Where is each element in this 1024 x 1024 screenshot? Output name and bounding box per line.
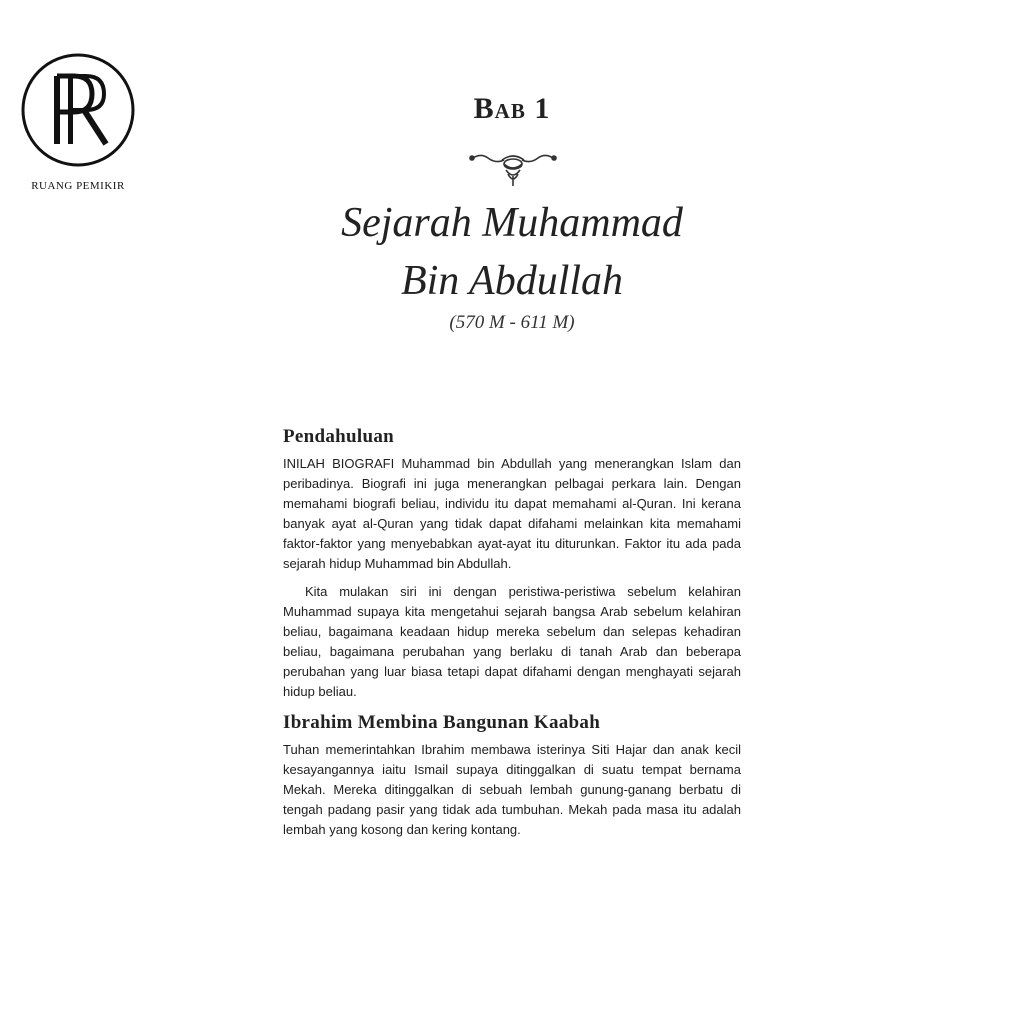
flourish-ornament-icon	[466, 150, 560, 188]
chapter-title	[0, 194, 1024, 310]
section-heading-kaabah: Ibrahim Membina Bangunan Kaabah	[283, 712, 601, 733]
chapter-label: Bab 1	[473, 92, 551, 125]
section-heading-pendahuluan: Pendahuluan	[283, 426, 395, 447]
logo-caption: RUANG PEMIKIR	[31, 180, 125, 192]
title-line-2: Bin Abdullah	[400, 258, 624, 304]
paragraph: Tuhan memerintahkan Ibrahim membawa isterinya Siti Hajar dan anak kecil kesayangannya iaitu Ismail supaya ditinggalkan di suatu tempat bernama Mekah. Mereka ditinggalkan di sebuah lembah gunung-ganang berbatu di tengah padang pasir yang tidak ada tumbuhan. Mekah pada masa itu adalah lembah yang kosong dan kering kontang.	[283, 742, 741, 837]
date-range: (570 M - 611 M)	[449, 312, 575, 333]
body-content	[283, 426, 741, 840]
paragraph: INILAH BIOGRAFI Muhammad bin Abdullah yang menerangkan Islam dan peribadinya. Biografi ini juga menerangkan pelbagai perkara lain. Dengan memahami biografi beliau, individu itu dapat memahami al-Quran. Ini kerana banyak ayat al-Quran yang tidak dapat difahami melainkan kita memahami faktor-faktor yang menyebabkan ayat-ayat itu diturunkan. Faktor itu ada pada sejarah hidup Muhammad bin Abdullah.	[283, 456, 741, 571]
title-line-1: Sejarah Muhammad	[341, 200, 683, 246]
paragraph: Kita mulakan siri ini dengan peristiwa-peristiwa sebelum kelahiran Muhammad supaya kita mengetahui sejarah bangsa Arab sebelum kelahiran beliau, bagaimana keadaan hidup mereka sebelum dan selepas kehadiran beliau, bagaimana perubahan yang berlaku di tanah Arab dan beberapa perubahan yang luar biasa tetapi dapat difahami dengan menghayati sejarah hidup beliau.	[283, 584, 741, 699]
